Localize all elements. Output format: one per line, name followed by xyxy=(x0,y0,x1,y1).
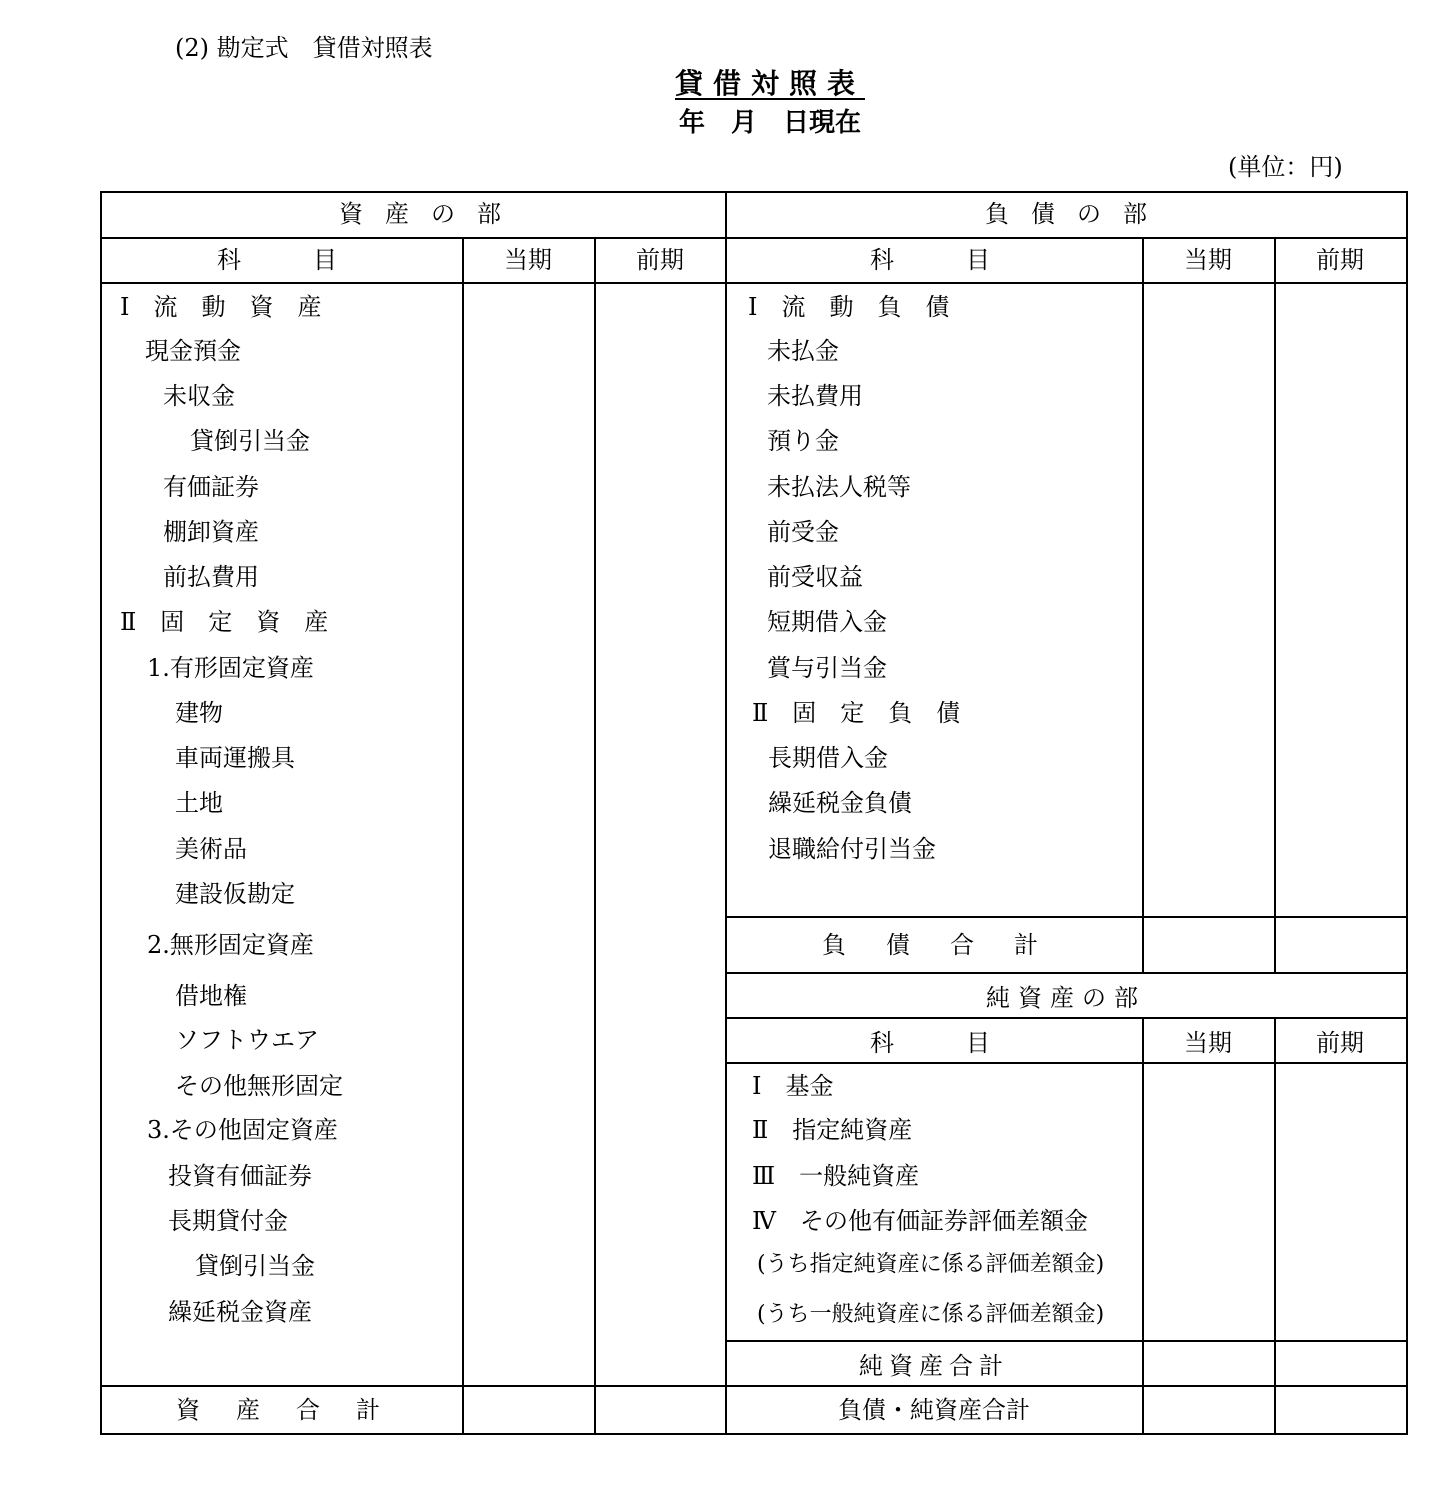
assets-col-prior: 前期 xyxy=(636,246,684,274)
table-col-divider xyxy=(1274,1017,1276,1435)
as-of-date: 年 月 日現在 xyxy=(678,108,861,138)
net-assets-col-current: 当期 xyxy=(1184,1029,1232,1057)
asset-item: 土地 xyxy=(175,789,223,817)
net-asset-item: Ⅱ 指定純資産 xyxy=(752,1116,913,1144)
table-border-top xyxy=(100,191,1408,193)
unit-label: (単位：円) xyxy=(1228,153,1343,181)
net-assets-col-prior: 前期 xyxy=(1316,1029,1364,1057)
net-assets-col-item: 科 目 xyxy=(870,1029,998,1057)
asset-item: 貸倒引当金 xyxy=(195,1252,315,1280)
assets-section-title: 資産の部 xyxy=(339,200,523,228)
net-assets-section-title: 純資産の部 xyxy=(986,984,1146,1012)
asset-item: 投資有価証券 xyxy=(168,1162,312,1190)
table-rule xyxy=(726,972,1408,974)
asset-item: 繰延税金資産 xyxy=(168,1298,312,1326)
document-heading: (2) 勘定式 貸借対照表 xyxy=(175,34,433,62)
document-title: 貸借対照表 xyxy=(674,67,865,100)
asset-item: その他無形固定 xyxy=(175,1072,343,1100)
assets-col-item: 科 目 xyxy=(217,246,345,274)
asset-item: 前払費用 xyxy=(163,563,259,591)
liability-item: 退職給付引当金 xyxy=(768,835,936,863)
liabilities-section-title: 負債の部 xyxy=(985,200,1169,228)
net-asset-item: Ⅲ 一般純資産 xyxy=(752,1162,920,1190)
liability-item: 賞与引当金 xyxy=(767,654,887,682)
net-asset-item: (うち指定純資産に係る評価差額金) xyxy=(757,1252,1105,1277)
asset-item: 2.無形固定資産 xyxy=(147,931,314,959)
asset-item: 美術品 xyxy=(175,835,247,863)
asset-item: 車両運搬具 xyxy=(175,744,295,772)
table-rule xyxy=(100,282,1408,284)
table-rule xyxy=(100,237,1408,239)
net-asset-item: Ⅰ 基金 xyxy=(752,1072,834,1100)
assets-col-current: 当期 xyxy=(504,246,552,274)
liability-item: 前受金 xyxy=(767,518,839,546)
net-asset-item: (うち一般純資産に係る評価差額金) xyxy=(757,1302,1105,1327)
assets-total-label: 資 産 合 計 xyxy=(176,1396,386,1424)
net-assets-total-label: 純資産合計 xyxy=(859,1352,1009,1380)
liability-item: 未払費用 xyxy=(767,382,863,410)
table-divider-center xyxy=(725,191,727,1435)
table-border-left xyxy=(100,191,102,1435)
table-rule xyxy=(726,1062,1408,1064)
liabilities-col-item: 科 目 xyxy=(870,246,998,274)
liability-item: 預り金 xyxy=(767,427,839,455)
table-col-divider xyxy=(462,237,464,1435)
liability-item: Ⅰ 流 動 負 債 xyxy=(748,293,950,321)
liability-item: 前受収益 xyxy=(767,563,863,591)
table-col-divider xyxy=(1274,237,1276,973)
asset-item: Ⅰ 流 動 資 産 xyxy=(120,293,322,321)
liability-item: 未払金 xyxy=(767,337,839,365)
table-rule xyxy=(100,1385,1408,1387)
asset-item: 1.有形固定資産 xyxy=(147,654,314,682)
liability-item: 繰延税金負債 xyxy=(768,789,912,817)
table-border-bottom xyxy=(100,1433,1408,1435)
asset-item: 長期貸付金 xyxy=(168,1207,288,1235)
asset-item: 建物 xyxy=(175,699,223,727)
table-rule xyxy=(726,1340,1408,1342)
table-border-right xyxy=(1406,191,1408,1435)
liability-item: Ⅱ 固 定 負 債 xyxy=(752,699,961,727)
asset-item: 建設仮勘定 xyxy=(175,880,295,908)
table-col-divider xyxy=(594,237,596,1435)
asset-item: ソフトウエア xyxy=(175,1026,319,1054)
table-rule xyxy=(726,1017,1408,1019)
table-col-divider xyxy=(1142,1017,1144,1435)
liabilities-total-label: 負 債 合 計 xyxy=(822,931,1046,959)
table-col-divider xyxy=(1142,237,1144,973)
liabilities-col-prior: 前期 xyxy=(1316,246,1364,274)
asset-item: 3.その他固定資産 xyxy=(147,1116,338,1144)
liability-item: 長期借入金 xyxy=(768,744,888,772)
liability-item: 短期借入金 xyxy=(767,608,887,636)
asset-item: 棚卸資産 xyxy=(163,518,259,546)
grand-total-label: 負債・純資産合計 xyxy=(838,1396,1030,1424)
asset-item: Ⅱ 固 定 資 産 xyxy=(120,608,329,636)
asset-item: 有価証券 xyxy=(163,473,259,501)
asset-item: 現金預金 xyxy=(145,337,241,365)
asset-item: 借地権 xyxy=(175,982,247,1010)
net-asset-item: Ⅳ その他有価証券評価差額金 xyxy=(752,1207,1088,1235)
asset-item: 未収金 xyxy=(163,382,235,410)
liability-item: 未払法人税等 xyxy=(767,473,911,501)
table-rule xyxy=(726,916,1408,918)
asset-item: 貸倒引当金 xyxy=(190,427,310,455)
liabilities-col-current: 当期 xyxy=(1184,246,1232,274)
